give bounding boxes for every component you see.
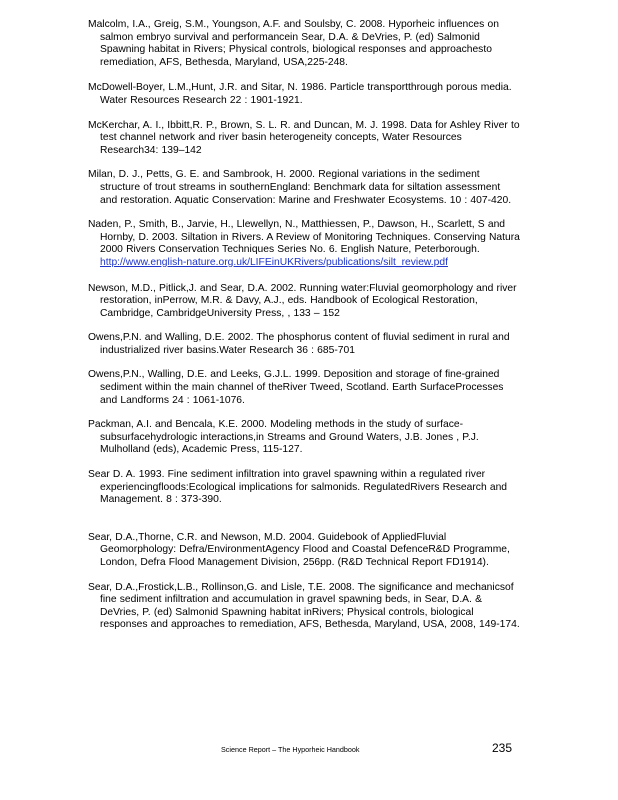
reference-list [88, 19, 520, 632]
reference-entry: McDowell-Boyer, L.M.,Hunt, J.R. and Sitar, N. 1986. Particle transportthrough porous media. Water Resources Research 22 : 1901-1921. [88, 82, 512, 106]
page-number: 235 [492, 741, 513, 755]
reference-entry: Sear D. A. 1993. Fine sediment infiltration into gravel spawning within a regulated river experiencingfloods:Ecological implications for salmonids. RegulatedRivers Research and Management. 8 : 373-390. [88, 469, 508, 506]
reference-entry: McKerchar, A. I., Ibbitt,R. P., Brown, S. L. R. and Duncan, M. J. 1998. Data for Ashley River to test channel network and river basin heterogeneity concepts, Water Resources Research34: 139–142 [88, 119, 520, 156]
reference-link[interactable]: http://www.english-nature.org.uk/LIFEinUKRivers/publications/silt_review.pdf [100, 256, 448, 268]
reference-entry: Packman, A.I. and Bencala, K.E. 2000. Modeling methods in the study of surface-subsurfacehydrologic interactions,in Streams and Ground Waters, J.B. Jones , P.J. Mulholland (eds), Academic Press, 115-127. [88, 419, 479, 456]
reference-entry: Newson, M.D., Pitlick,J. and Sear, D.A. 2002. Running water:Fluvial geomorphology and river restoration, inPerrow, M.R. & Davy, A.J., eds. Handbook of Ecological Restoration, Cambridge, CambridgeUniversity Press, , 133 – 152 [88, 282, 517, 319]
footer-title: Science Report – The Hyporheic Handbook [221, 745, 360, 754]
reference-entry: Owens,P.N. and Walling, D.E. 2002. The phosphorus content of fluvial sediment in rural and industrialized river basins.Water Research 36 : 685-701 [88, 332, 510, 356]
reference-entry: Malcolm, I.A., Greig, S.M., Youngson, A.F. and Soulsby, C. 2008. Hyporheic influences on salmon embryo survival and performancein Sear, D.A. & DeVries, P. (ed) Salmonid Spawning habitat in Rivers; Physical controls, biological responses and approachesto remediation, AFS, Bethesda, Maryland, USA,225-248. [88, 19, 499, 68]
reference-text: Naden, P., Smith, B., Jarvie, H., Llewellyn, N., Matthiessen, P., Dawson, H., Scarlett, S and Hornby, D. 2003. Siltation in Rivers. A Review of Monitoring Techniques. Conserving Natura 2000 Rivers Conservation Techniques Series No. 6. English Nature, Peterborough. [88, 219, 520, 256]
reference-entry: Owens,P.N., Walling, D.E. and Leeks, G.J.L. 1999. Deposition and storage of fine-grained sediment within the main channel of theRiver Tweed, Scotland. Earth SurfaceProcesses and Landforms 24 : 1061-1076. [88, 369, 504, 406]
reference-entry: Sear, D.A.,Frostick,L.B., Rollinson,G. and Lisle, T.E. 2008. The significance and mechanicsof fine sediment infiltration and accumulation in gravel spawning beds, in Sear, D.A. & DeVries, P. (ed) Salmonid Spawning habitat inRivers; Physical controls, biological responses and approaches to remediation, AFS, Bethesda, Maryland, USA, 2008, 149-174. [88, 581, 520, 631]
reference-entry: Sear, D.A.,Thorne, C.R. and Newson, M.D. 2004. Guidebook of AppliedFluvial Geomorphology: Defra/EnvironmentAgency Flood and Coastal DefenceR&D Programme, London, Defra Flood Management Division, 256pp. (R&D Technical Report FD1914). [88, 531, 510, 568]
page-footer [0, 741, 618, 757]
reference-entry [88, 219, 520, 269]
reference-entry: Milan, D. J., Petts, G. E. and Sambrook, H. 2000. Regional variations in the sediment structure of trout streams in southernEngland: Benchmark data for siltation assessment and restoration. Aquatic Conservation: Marine and Freshwater Ecosystems. 10 : 407-420. [88, 169, 512, 206]
